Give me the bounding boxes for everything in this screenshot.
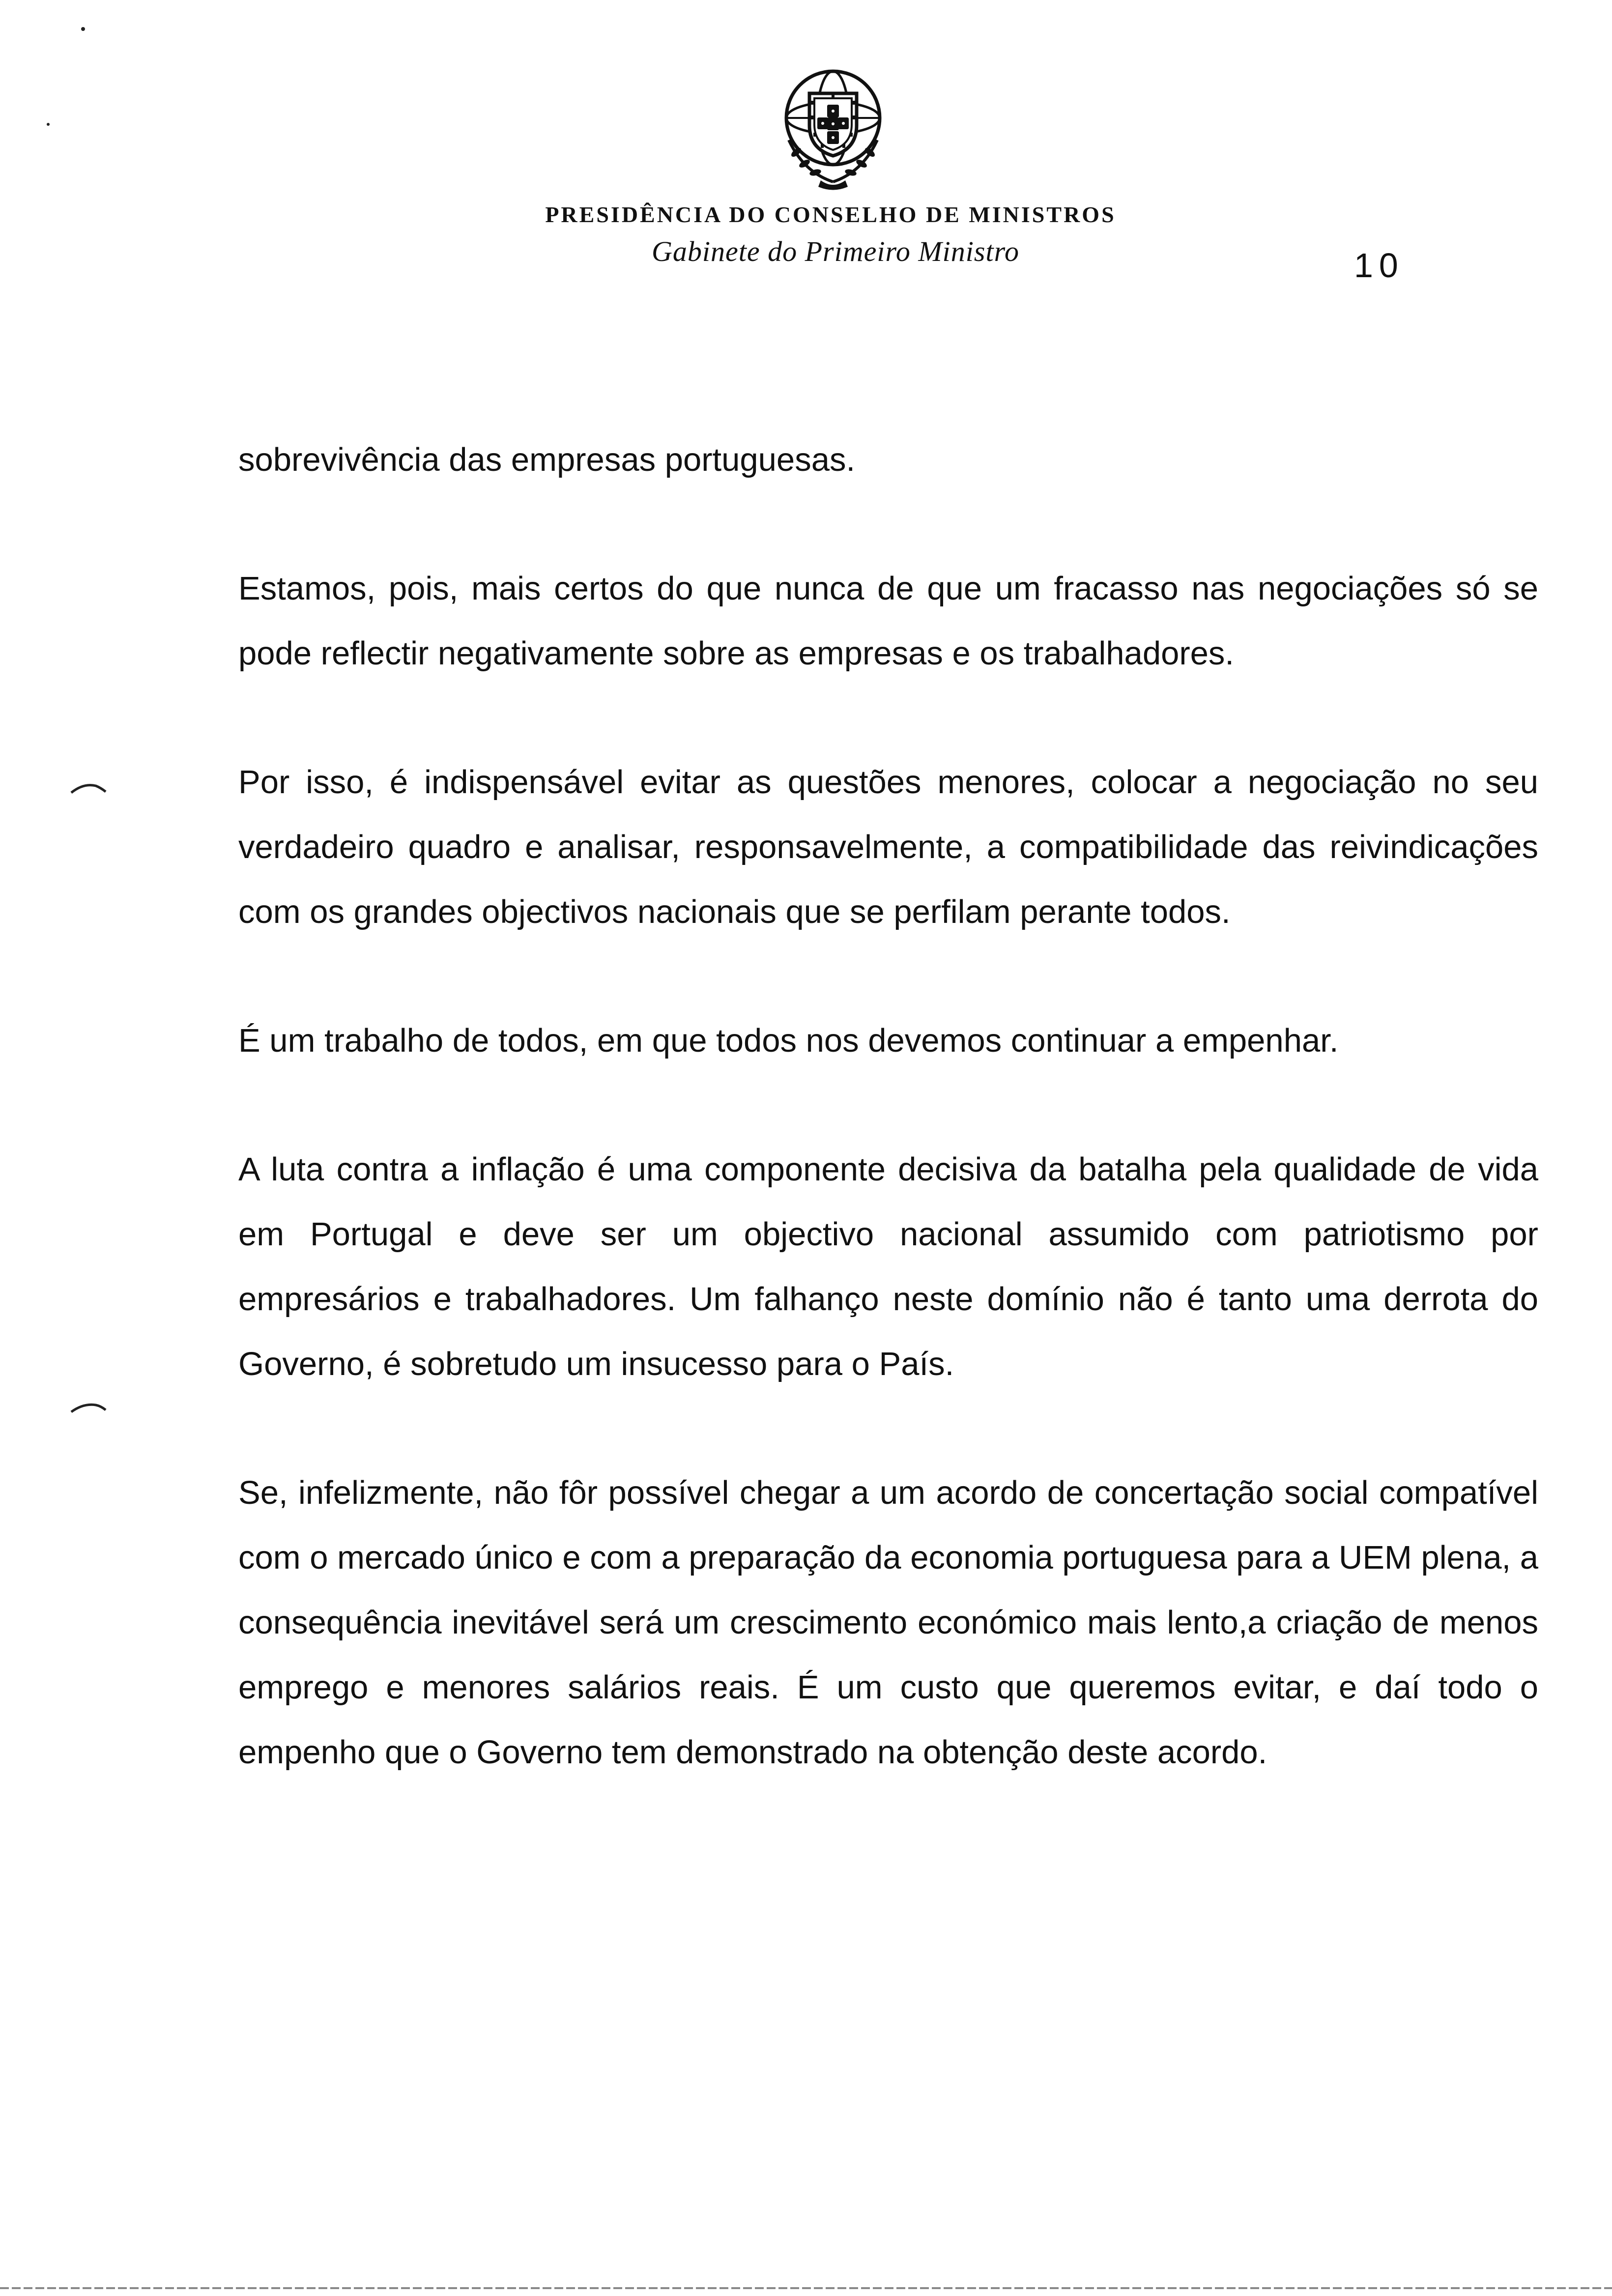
document-body (238, 428, 1538, 1785)
scan-edge-line (0, 2287, 1612, 2289)
paragraph: É um trabalho de todos, em que todos nos devemos continuar a empenhar. (238, 1022, 1339, 1059)
margin-tick-mark (69, 779, 108, 799)
paragraph: Estamos, pois, mais certos do que nunca de que um fracasso nas negociações só se pode reflectir negativamente sobre as empresas e os trabalhadores. (238, 570, 1538, 672)
margin-tick-mark (69, 1398, 108, 1418)
paragraph: sobrevivência das empresas portuguesas. (238, 441, 856, 478)
page-number: 10 (1354, 246, 1404, 285)
scan-mark (81, 27, 85, 31)
portuguese-coat-of-arms-icon (774, 66, 892, 192)
paragraph: Por isso, é indispensável evitar as questões menores, colocar a negociação no seu verdadeiro quadro e analisar, responsavelmente, a compatibilidade das reivindicações com os grandes objectivos nacionais que se perfilam perante todos. (238, 764, 1538, 930)
scan-mark (47, 123, 50, 126)
institution-heading: PRESIDÊNCIA DO CONSELHO DE MINISTROS (545, 202, 1116, 227)
paragraph: A luta contra a inflação é uma componente decisiva da batalha pela qualidade de vida em Portugal e deve ser um objectivo nacional assumido com patriotismo por empresários e trabalhadores. Um falhanço neste domínio não é tanto uma derrota do Governo, é sobretudo um insucesso para o País. (238, 1151, 1538, 1382)
cabinet-subheading: Gabinete do Primeiro Ministro (651, 235, 1020, 267)
paragraph: Se, infelizmente, não fôr possível chegar a um acordo de concertação social compatível com o mercado único e com a preparação da economia portuguesa para a UEM plena, a consequência inevitável será um crescimento económico mais lento,a criação de menos emprego e menores salários reais. É um custo que queremos evitar, e daí todo o empenho que o Governo tem demonstrado na obtenção deste acordo. (238, 1474, 1538, 1771)
